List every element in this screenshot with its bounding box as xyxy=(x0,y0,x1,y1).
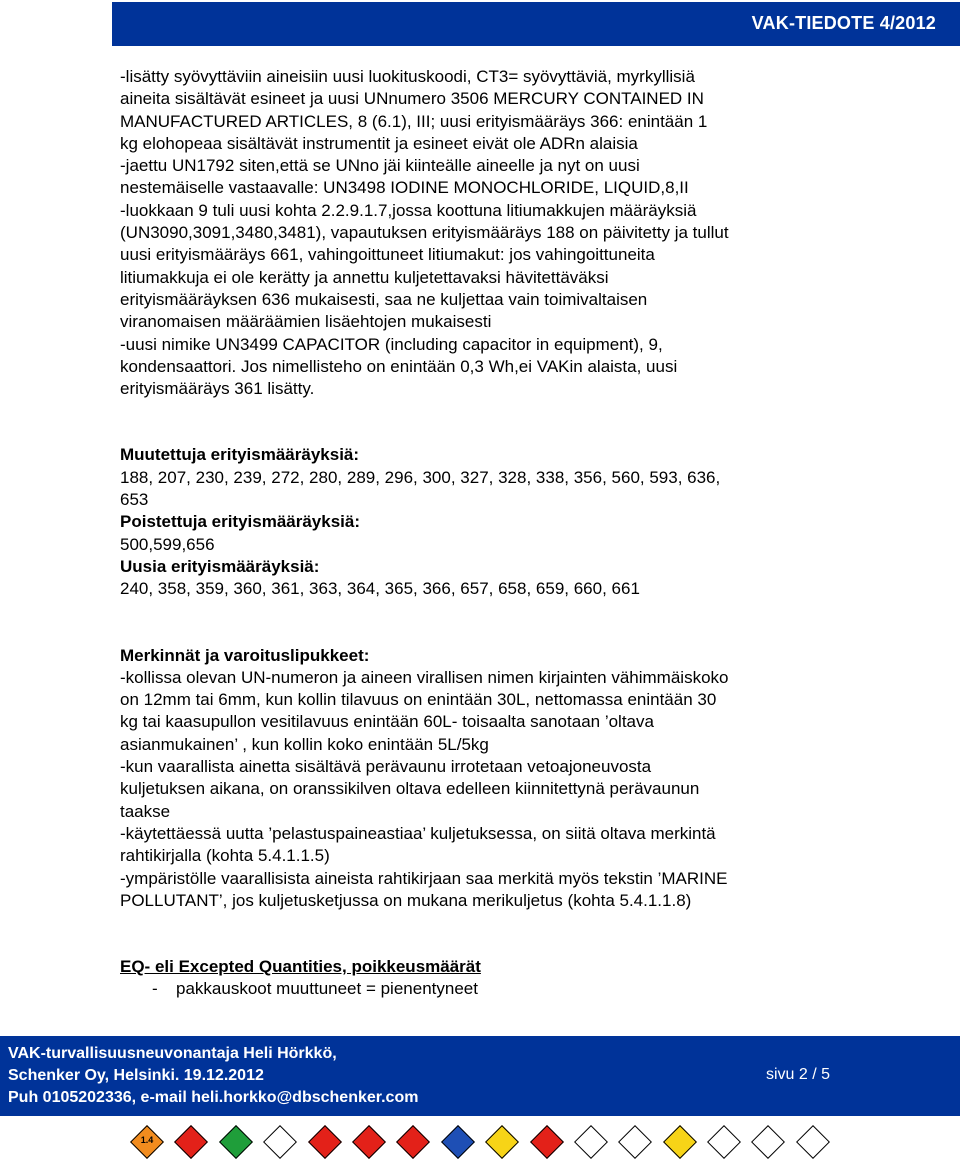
eq-item-text: pakkauskoot muuttuneet = pienentyneet xyxy=(176,979,478,999)
footer-bar xyxy=(0,1036,960,1116)
new-provisions-heading: Uusia erityismääräyksiä: xyxy=(120,556,320,576)
markings-line: rahtikirjalla (kohta 5.4.1.1.5) xyxy=(120,846,330,866)
markings-line: on 12mm tai 6mm, kun kollin tilavuus on enintään 30L, nettomassa enintään 30 xyxy=(120,690,717,710)
organic-peroxide-icon xyxy=(530,1125,564,1159)
text-line: MANUFACTURED ARTICLES, 8 (6.1), III; uusi erityismääräys 366: enintään 1 xyxy=(120,111,708,131)
page-number: sivu 2 / 5 xyxy=(766,1066,831,1083)
markings-line: POLLUTANT’, jos kuljetusketjussa on mukana merikuljetus (kohta 5.4.1.1.8) xyxy=(120,890,692,910)
markings-line: -kollissa olevan UN-numeron ja aineen virallisen nimen kirjainten vähimmäiskoko xyxy=(120,667,729,687)
radioactive-icon xyxy=(663,1125,697,1159)
dangerous-when-wet-icon xyxy=(441,1125,475,1159)
text-line: viranomaisen määräämien lisäehtojen mukaisesti xyxy=(120,312,492,332)
page-title: VAK-TIEDOTE 4/2012 xyxy=(751,13,936,33)
footer-line: VAK-turvallisuusneuvonantaja Heli Hörkkö, xyxy=(8,1045,337,1062)
intro-paragraph xyxy=(120,66,820,400)
markings-line: -käytettäessä uutta ’pelastuspaineastiaa’ kuljetuksessa, on siitä oltava merkintä xyxy=(120,823,716,843)
changed-provisions-line: 653 xyxy=(120,490,149,510)
hazard-symbols-strip xyxy=(130,1120,830,1164)
text-line: kg elohopeaa sisältävät instrumentit ja esineet eivät ole ADRn alaisia xyxy=(120,133,638,153)
markings-line: taakse xyxy=(120,801,171,821)
eq-heading: EQ- eli Excepted Quantities, poikkeusmäärät xyxy=(120,957,481,977)
text-line: -uusi nimike UN3499 CAPACITOR (including capacitor in equipment), 9, xyxy=(120,334,663,354)
footer-contact xyxy=(8,1043,418,1109)
text-line: uusi erityismääräys 661, vahingoittuneet litiumakut: jos vahingoittuneita xyxy=(120,245,655,265)
removed-provisions-heading: Poistettuja erityismääräyksiä: xyxy=(120,512,361,532)
markings-line: -kun vaarallista ainetta sisältävä perävaunu irrotetaan vetoajoneuvosta xyxy=(120,757,652,777)
list-dash: - xyxy=(152,979,158,999)
footer-line: Schenker Oy, Helsinki. 19.12.2012 xyxy=(8,1067,264,1084)
changed-provisions-line: 188, 207, 230, 239, 272, 280, 289, 296, 300, 327, 328, 338, 356, 560, 593, 636, xyxy=(120,467,721,487)
new-provisions-value: 240, 358, 359, 360, 361, 363, 364, 365, 366, 657, 658, 659, 660, 661 xyxy=(120,579,640,599)
text-line: erityismääräys 361 lisätty. xyxy=(120,379,315,399)
eq-list-item xyxy=(120,978,820,1000)
spontaneously-combustible-icon xyxy=(396,1125,430,1159)
header-bar xyxy=(112,2,960,46)
toxic-icon xyxy=(574,1125,608,1159)
miscellaneous-icon xyxy=(751,1125,785,1159)
flammable-liquid-icon xyxy=(308,1125,342,1159)
oxidizer-icon xyxy=(485,1125,519,1159)
text-line: -lisätty syövyttäviin aineisiin uusi luokituskoodi, CT3= syövyttäviä, myrkyllisiä xyxy=(120,67,695,86)
toxic-gas-icon xyxy=(263,1125,297,1159)
explosive-1-4-icon: 1.4 xyxy=(130,1125,164,1159)
text-line: -luokkaan 9 tuli uusi kohta 2.2.9.1.7,jossa koottuna litiumakkujen määräyksiä xyxy=(120,200,697,220)
environment-hazard-icon xyxy=(796,1125,830,1159)
markings-heading: Merkinnät ja varoituslipukkeet: xyxy=(120,645,370,665)
text-line: (UN3090,3091,3480,3481), vapautuksen erityismääräys 188 on päivitetty ja tullut xyxy=(120,223,729,243)
text-line: kondensaattori. Jos nimellisteho on enintään 0,3 Wh,ei VAKin alaista, uusi xyxy=(120,356,678,376)
markings-line: -ympäristölle vaarallisista aineista rahtikirjaan saa merkitä myös tekstin ’MARINE xyxy=(120,868,728,888)
markings-line: kg tai kaasupullon vesitilavuus enintään 60L- toisaalta sanotaan ’oltava xyxy=(120,712,654,732)
text-line: -jaettu UN1792 siten,että se UNno jäi kiinteälle aineelle ja nyt on uusi xyxy=(120,156,640,176)
markings-line: asianmukainen’ , kun kollin koko enintään 5L/5kg xyxy=(120,734,489,754)
flammable-gas-icon xyxy=(174,1125,208,1159)
removed-provisions-value: 500,599,656 xyxy=(120,534,215,554)
text-line: nestemäiselle vastaavalle: UN3498 IODINE MONOCHLORIDE, LIQUID,8,II xyxy=(120,178,689,198)
changed-provisions-heading: Muutettuja erityismääräyksiä: xyxy=(120,445,360,465)
flammable-solid-icon xyxy=(352,1125,386,1159)
corrosive-icon xyxy=(707,1125,741,1159)
markings-line: kuljetuksen aikana, on oranssikilven oltava edelleen kiinnitettynä perävaunun xyxy=(120,779,700,799)
document-body xyxy=(120,66,820,1001)
text-line: aineita sisältävät esineet ja uusi UNnumero 3506 MERCURY CONTAINED IN xyxy=(120,89,704,109)
text-line: erityismääräyksen 636 mukaisesti, saa ne kuljettaa vain toimivaltaisen xyxy=(120,289,648,309)
non-flammable-gas-icon xyxy=(219,1125,253,1159)
text-line: litiumakkuja ei ole kerätty ja annettu kuljetettavaksi hävitettäväksi xyxy=(120,267,609,287)
footer-line: Puh 0105202336, e-mail heli.horkko@dbschenker.com xyxy=(8,1089,419,1106)
infectious-icon xyxy=(618,1125,652,1159)
